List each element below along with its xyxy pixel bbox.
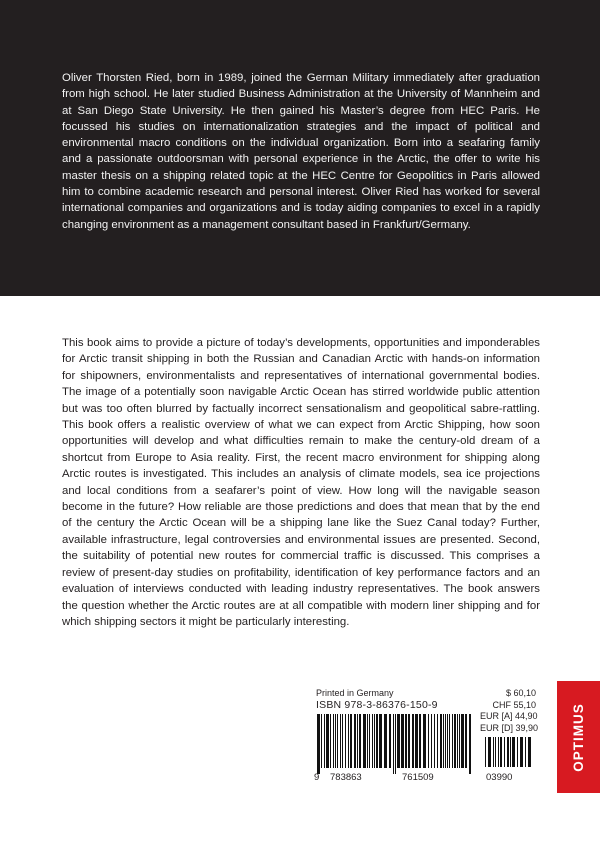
ean-barcode [314, 714, 476, 776]
price-eur-d: EUR [D] 39,90 [480, 722, 539, 733]
author-bio: Oliver Thorsten Ried, born in 1989, joined the German Military immediately after graduation from high school. He later studied Business Administration at the University of Mannheim and at San Diego State University. He then gained his Master’s degree from HEC Paris. He focussed his studies on internationalization strategies and the impact of political and environmental macro conditions on the individual organization. Born into a seafaring family and a passionate outdoorsman with personal experience in the Arctic, the offer to write his master thesis on a shipping related topic at the HEC Centre for Geopolitics in Paris allowed him to combine academic research and personal interest. Oliver Ried has worked for several international companies and organizations and is today aiding companies to excel in a rapidly changing environment as a management consultant based in Frankfurt/Germany. [62, 72, 540, 231]
addon-digits: 03990 [486, 772, 513, 783]
author-bio-panel [0, 0, 600, 296]
barcode-digit-first: 9 [314, 772, 320, 783]
book-summary: This book aims to provide a picture of today’s developments, opportunities and imponderables for Arctic transit shipping in both the Russian and Canadian Arctic with hands-on information for shipowners, environmentalists and representatives of international governmental bodies. The image of a potentially soon navigable Arctic Ocean has stirred worldwide public attention but was too often blurred by factually incorrect sensationalism and geopolitical sabre-rattling. This book offers a realistic overview of what we can expect from Arctic Shipping, how soon opportunities will develop and what difficulties remain to make the century-old dream of a shortcut from Europe to Asia reality. First, the recent macro environment for shipping along Arctic routes is investigated. This includes an analysis of climate models, sea ice projections and local conditions from a seafarer’s point of view. How long will the navigable season become in the future? How reliable are those predictions and does that mean that by the end of the century the Arctic Ocean will be a shipping lane like the Suez Canal today? Further, available infrastructure, legal controversies and environmental issues are presented. Second, the suitability of potential new routes for commercial traffic is discussed. This comprises a review of present-day studies on profitability, identification of key performance factors and an evaluation of interviews conducted with leading industry representatives. The book answers the question whether the Arctic routes are at all compatible with modern liner shipping and for which shipping sectors it might be particularly interesting. [62, 337, 540, 628]
printed-in-label: Printed in Germany [316, 688, 394, 698]
price-usd: $ 60,10 [505, 688, 536, 698]
price-list [480, 688, 539, 734]
price-addon-barcode [482, 737, 534, 773]
price-chf: CHF 55,10 [492, 699, 536, 710]
barcode-block [314, 688, 476, 784]
barcode-digits-right: 761509 [402, 772, 434, 783]
barcode-digits-left: 783863 [330, 772, 362, 783]
price-eur-a: EUR [A] 44,90 [480, 711, 538, 722]
isbn-label: ISBN 978-3-86376-150-9 [316, 699, 438, 711]
publisher-name: OPTIMUS [571, 702, 587, 772]
publisher-logo [557, 681, 600, 793]
